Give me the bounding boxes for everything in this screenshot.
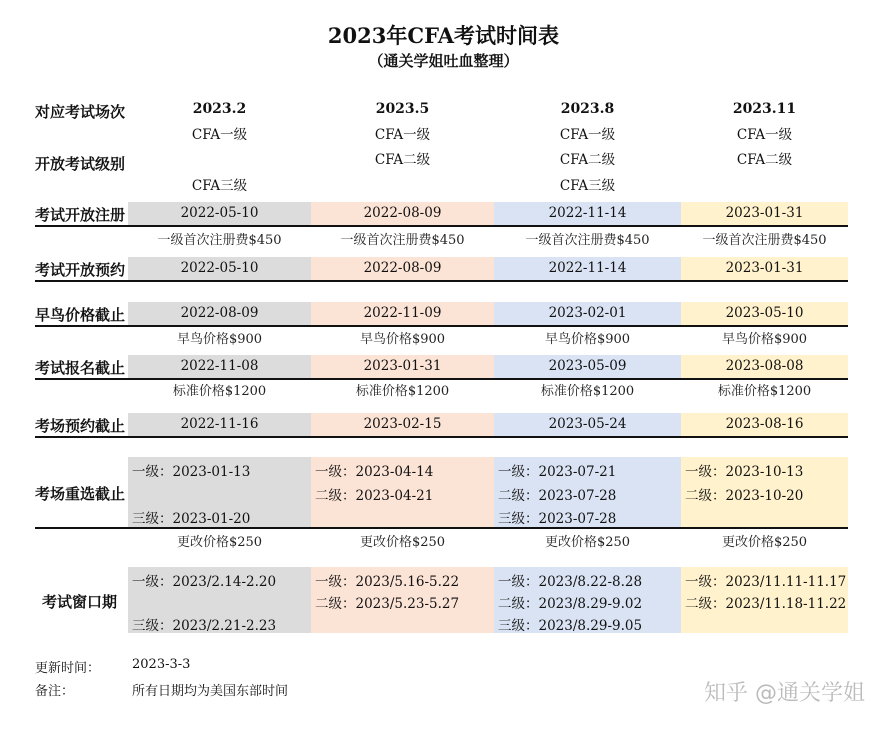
signup-date: 2023-08-08 <box>681 355 848 378</box>
window-item: 一级：2023/8.22-8.28 <box>498 574 643 590</box>
label-session: 对应考试场次 <box>35 103 126 121</box>
level-item: CFA三级 <box>191 178 248 194</box>
window-item: 二级：2023/11.18-11.22 <box>685 596 847 612</box>
reselect-item: 二级：2023-07-28 <box>498 488 617 504</box>
divider <box>35 378 848 380</box>
reselect-note: 更改价格$250 <box>544 535 631 550</box>
updated-label: 更新时间： <box>35 661 101 676</box>
label-register: 考试开放注册 <box>35 206 126 224</box>
register-note: 一级首次注册费$450 <box>157 233 282 248</box>
session-header: 2023.11 <box>732 101 797 117</box>
reselect-note: 更改价格$250 <box>721 535 808 550</box>
reserve-date: 2022-08-09 <box>311 257 494 280</box>
level-item: CFA一级 <box>559 127 616 143</box>
divider <box>35 436 848 438</box>
signup-note: 标准价格$1200 <box>717 384 812 399</box>
signup-note: 标准价格$1200 <box>540 384 635 399</box>
early-bird-note: 早鸟价格$900 <box>544 332 631 347</box>
register-date: 2022-11-14 <box>494 202 681 225</box>
register-note: 一级首次注册费$450 <box>525 233 650 248</box>
reserve-date: 2022-05-10 <box>128 257 311 280</box>
label-signup: 考试报名截止 <box>35 359 126 377</box>
window-item: 二级：2023/5.23-5.27 <box>315 596 460 612</box>
early-bird-date: 2023-02-01 <box>494 302 681 325</box>
early-bird-note: 早鸟价格$900 <box>176 332 263 347</box>
label-reserve: 考试开放预约 <box>35 261 126 279</box>
level-item: CFA二级 <box>374 152 431 168</box>
early-bird-note: 早鸟价格$900 <box>359 332 446 347</box>
venue-date: 2022-11-16 <box>128 413 311 436</box>
reselect-cell <box>311 457 494 527</box>
session-header: 2023.5 <box>375 101 430 117</box>
window-cell <box>311 567 494 633</box>
reselect-cell <box>128 457 311 527</box>
level-item: CFA二级 <box>736 152 793 168</box>
reselect-item: 二级：2023-10-20 <box>685 488 804 504</box>
reselect-cell <box>494 457 681 527</box>
label-window: 考试窗口期 <box>42 593 118 611</box>
reselect-item: 一级：2023-10-13 <box>685 464 804 480</box>
window-item: 一级：2023/5.16-5.22 <box>315 574 460 590</box>
venue-date: 2023-02-15 <box>311 413 494 436</box>
window-cell <box>681 567 848 633</box>
early-bird-date: 2022-08-09 <box>128 302 311 325</box>
label-reselect: 考场重选截止 <box>35 485 126 503</box>
reselect-item: 一级：2023-01-13 <box>132 464 251 480</box>
level-item: CFA三级 <box>559 178 616 194</box>
reselect-item: 三级：2023-07-28 <box>498 511 617 527</box>
divider <box>35 225 848 227</box>
label-levels: 开放考试级别 <box>35 155 126 173</box>
session-header: 2023.2 <box>192 101 247 117</box>
divider <box>35 280 848 282</box>
window-item: 三级：2023/2.21-2.23 <box>132 618 277 634</box>
label-venue: 考场预约截止 <box>35 417 126 435</box>
level-item: CFA一级 <box>374 127 431 143</box>
remark-value: 所有日期均为美国东部时间 <box>132 684 289 699</box>
window-item: 一级：2023/11.11-11.17 <box>685 574 847 590</box>
signup-date: 2022-11-08 <box>128 355 311 378</box>
signup-note: 标准价格$1200 <box>355 384 450 399</box>
reselect-item: 一级：2023-07-21 <box>498 464 617 480</box>
reselect-item: 三级：2023-01-20 <box>132 511 251 527</box>
label-early: 早鸟价格截止 <box>35 306 126 324</box>
level-item: CFA二级 <box>559 152 616 168</box>
reserve-date: 2023-01-31 <box>681 257 848 280</box>
register-date: 2022-08-09 <box>311 202 494 225</box>
signup-date: 2023-05-09 <box>494 355 681 378</box>
level-item: CFA一级 <box>191 127 248 143</box>
reserve-date: 2022-11-14 <box>494 257 681 280</box>
divider <box>35 527 848 529</box>
register-date: 2023-01-31 <box>681 202 848 225</box>
early-bird-date: 2022-11-09 <box>311 302 494 325</box>
session-header: 2023.8 <box>560 101 615 117</box>
signup-date: 2023-01-31 <box>311 355 494 378</box>
early-bird-note: 早鸟价格$900 <box>721 332 808 347</box>
window-item: 一级：2023/2.14-2.20 <box>132 574 277 590</box>
remark-label: 备注： <box>35 684 75 699</box>
window-item: 二级：2023/8.29-9.02 <box>498 596 643 612</box>
level-item: CFA一级 <box>736 127 793 143</box>
register-date: 2022-05-10 <box>128 202 311 225</box>
window-item: 三级：2023/8.29-9.05 <box>498 618 643 634</box>
signup-note: 标准价格$1200 <box>172 384 267 399</box>
reselect-note: 更改价格$250 <box>359 535 446 550</box>
window-cell <box>494 567 681 633</box>
reselect-note: 更改价格$250 <box>176 535 263 550</box>
register-note: 一级首次注册费$450 <box>340 233 465 248</box>
updated-value: 2023-3-3 <box>132 657 191 672</box>
page-subtitle: （通关学姐吐血整理） <box>368 52 519 70</box>
divider <box>35 325 848 327</box>
register-note: 一级首次注册费$450 <box>702 233 827 248</box>
venue-date: 2023-05-24 <box>494 413 681 436</box>
venue-date: 2023-08-16 <box>681 413 848 436</box>
reselect-item: 二级：2023-04-21 <box>315 488 434 504</box>
early-bird-date: 2023-05-10 <box>681 302 848 325</box>
window-cell <box>128 567 311 633</box>
watermark: 知乎 @通关学姐 <box>704 681 865 706</box>
page-title: 2023年CFA考试时间表 <box>327 23 560 48</box>
reselect-item: 一级：2023-04-14 <box>315 464 434 480</box>
reselect-cell <box>681 457 848 527</box>
